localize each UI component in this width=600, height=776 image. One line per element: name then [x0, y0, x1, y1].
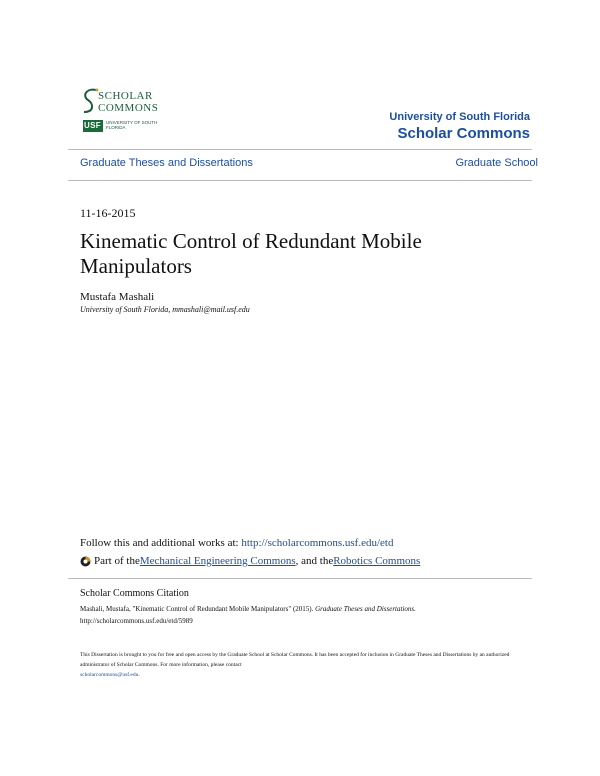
- usf-text: USF: [84, 121, 101, 130]
- author-affiliation: [80, 305, 250, 314]
- partof-prefix: Part of the: [94, 555, 140, 567]
- university-name: University of South Florida: [389, 111, 530, 123]
- network-icon: [80, 556, 91, 567]
- citation-text: Mashali, Mustafa, "Kinematic Control of Redundant Mobile Manipulators" (2015).: [80, 605, 316, 613]
- divider-nav: [68, 180, 532, 181]
- citation-url: http://scholarcommons.usf.edu/etd/5989: [80, 617, 193, 625]
- partof-between: , and the: [295, 555, 334, 567]
- usf-subtitle: UNIVERSITY OF SOUTH FLORIDA: [106, 120, 158, 130]
- document-date: 11-16-2015: [80, 206, 136, 220]
- follow-line: [80, 537, 393, 549]
- citation-heading: Scholar Commons Citation: [80, 588, 189, 599]
- author-name: Mustafa Mashali: [80, 291, 155, 303]
- robotics-link[interactable]: Robotics Commons: [333, 555, 421, 567]
- scholar-commons-logo: [80, 86, 160, 136]
- logo-line-scholar: SCHOLAR: [98, 90, 153, 102]
- document-title: Kinematic Control of Redundant Mobile Manipulators: [80, 229, 422, 278]
- follow-prefix: Follow this and additional works at:: [80, 537, 242, 549]
- nav-link-theses[interactable]: Graduate Theses and Dissertations: [80, 157, 253, 169]
- citation-journal: Graduate Theses and Dissertations.: [315, 605, 416, 613]
- nav-link-graduate-school[interactable]: Graduate School: [455, 157, 538, 169]
- note-end: .: [138, 672, 140, 678]
- access-note: [80, 650, 520, 680]
- contact-email-link[interactable]: scholarcommons@usf.edu: [80, 672, 139, 678]
- follow-url-link[interactable]: http://scholarcommons.usf.edu/etd: [241, 537, 394, 549]
- scholar-commons-name: Scholar Commons: [397, 125, 530, 142]
- mechanical-engineering-link[interactable]: Mechanical Engineering Commons: [139, 555, 296, 567]
- note-text: This Dissertation is brought to you for free and open access by the Graduate School at Scholar Commons. It has been accepted for inclusion in Graduate Theses and Dissertations by an authorized administrator of Scholar Commons. For more information, please contact: [80, 652, 510, 668]
- logo-line-commons: COMMONS: [98, 102, 159, 114]
- part-of-line: [80, 555, 420, 567]
- organization-header: [389, 111, 530, 142]
- affiliation-text: University of South Florida, mmashali@mail.usf.edu: [80, 305, 250, 314]
- divider-top: [68, 149, 532, 150]
- citation-body: [80, 603, 520, 627]
- divider-citation: [68, 578, 532, 579]
